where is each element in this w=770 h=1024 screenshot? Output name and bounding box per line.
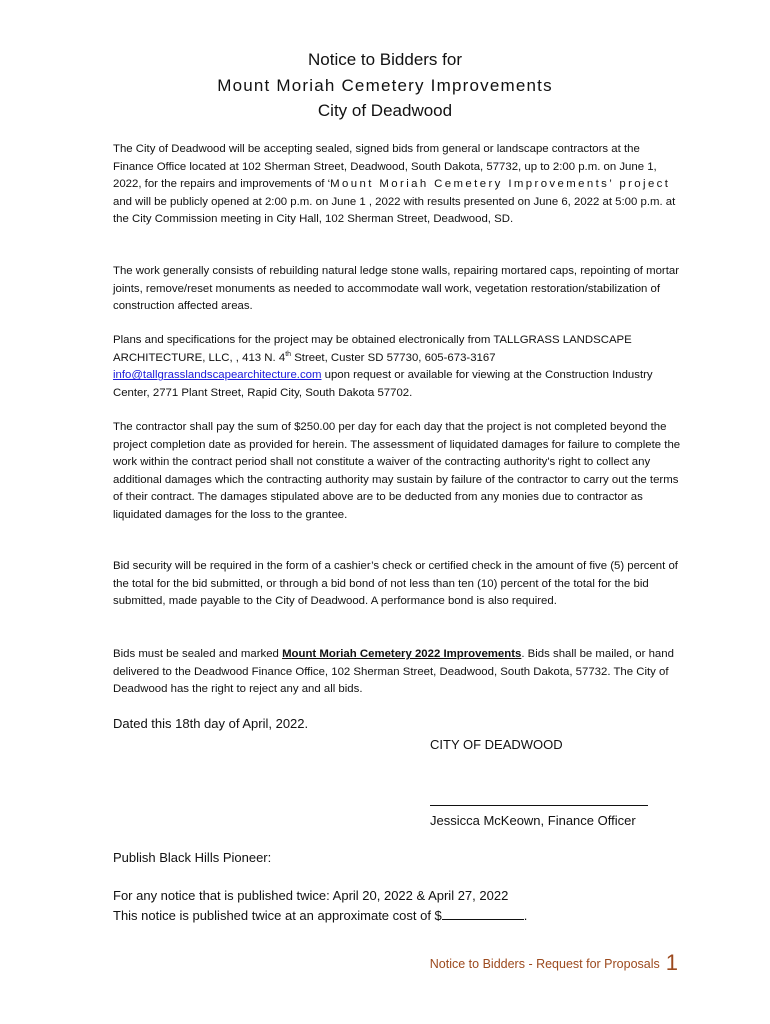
p3-text-a: Plans and specifications for the project may be obtained electronically from TALLGRASS LANDSCAPE ARCHITECTURE, LLC, , 413 N. 4 (113, 334, 632, 364)
title-line-3: City of Deadwood (317, 101, 453, 120)
paragraph-bid-acceptance (113, 141, 683, 229)
title-line-1: Notice to Bidders for (307, 50, 462, 69)
paragraph-bid-security: Bid security will be required in the form of a cashier’s check or certified check in the amount of five (5) percent of the total for the bid submitted, or through a bid bond of not less than ten (10) percent of the total for the bid submitted, made payable to the City of Deadwood. A performance bond is also required. (113, 560, 678, 608)
paragraph-bid-submission (113, 646, 683, 699)
page-number: 1 (665, 950, 678, 975)
p3-sup: th (285, 350, 292, 358)
p6-text-a: Bids must be sealed and marked (113, 648, 283, 660)
footer-label: Notice to Bidders - Request for Proposals (429, 957, 660, 971)
paragraph-plans (113, 332, 683, 402)
cost-blank (442, 907, 524, 920)
p1-text-a: The City of Deadwood will be accepting sealed, signed bids from general or landscape contractors at the Finance Office located at 102 Sherman Street, Deadwood, South Dakota, 57732, up to 2:00 p.m. on June 1, 2022, for the repairs and improvements of ‘ (113, 143, 657, 191)
dated-line: Dated this 18th day of April, 2022. (113, 716, 309, 731)
notice-cost-period: . (523, 908, 528, 923)
paragraph-work-scope: The work generally consists of rebuilding natural ledge stone walls, repairing mortared caps, repointing of mortar joints, remove/reset monuments as needed to accommodate wall work, vegetation restoration/stabilization of construction affected areas. (113, 265, 680, 313)
p1-text-c: and will be publicly opened at 2:00 p.m. on June 1 , 2022 with results presented on June 6, 2022 at 5:00 p.m. at the City Commission meeting in City Hall, 102 Sherman Street, Deadwood, SD. (113, 195, 676, 226)
notice-cost-text: This notice is published twice at an approximate cost of $ (113, 908, 442, 923)
notice-cost (113, 907, 527, 923)
title-line-2: Mount Moriah Cemetery Improvements (217, 76, 553, 95)
p3-text-c: upon request or available for viewing at the Construction Industry Center, 2771 Plant Street, Rapid City, South Dakota 57702. (113, 369, 653, 399)
p6-text-c: . Bids shall be mailed, or hand delivered to the Deadwood Finance Office, 102 Sherman Street, Deadwood, South Dakota, 57732. The City of Deadwood has the right to reject any and all bids. (113, 648, 674, 696)
notice-dates: For any notice that is published twice: April 20, 2022 & April 27, 2022 (113, 888, 509, 903)
page-footer (430, 950, 678, 976)
city-name: CITY OF DEADWOOD (430, 737, 563, 752)
paragraph-liquidated-damages: The contractor shall pay the sum of $250.00 per day for each day that the project is not completed beyond the project completion date as provided for herein. The assessment of liquidated damages for failure to complete the work within the contract period shall not constitute a waiver of the contracting authority's right to collect any additional damages which the contracting authority may sustain by failure of the contractor to carry out the terms of their contract. The damages stipulated above are to be deducted from any monies due to contractor as liquidated damages for the loss to the grantee. (113, 421, 681, 521)
p1-project-name: Mount Moriah Cemetery Improvements’ project (330, 178, 671, 191)
publish-line: Publish Black Hills Pioneer: (113, 850, 272, 865)
signature-line (430, 805, 648, 806)
signer-name: Jessicca McKeown, Finance Officer (430, 813, 636, 828)
p6-project-title: Mount Moriah Cemetery 2022 Improvements (282, 648, 522, 660)
email-link[interactable]: info@tallgrasslandscapearchitecture.com (113, 369, 322, 382)
p3-text-b: Street, Custer SD 57730, 605-673-3167 (291, 351, 496, 364)
